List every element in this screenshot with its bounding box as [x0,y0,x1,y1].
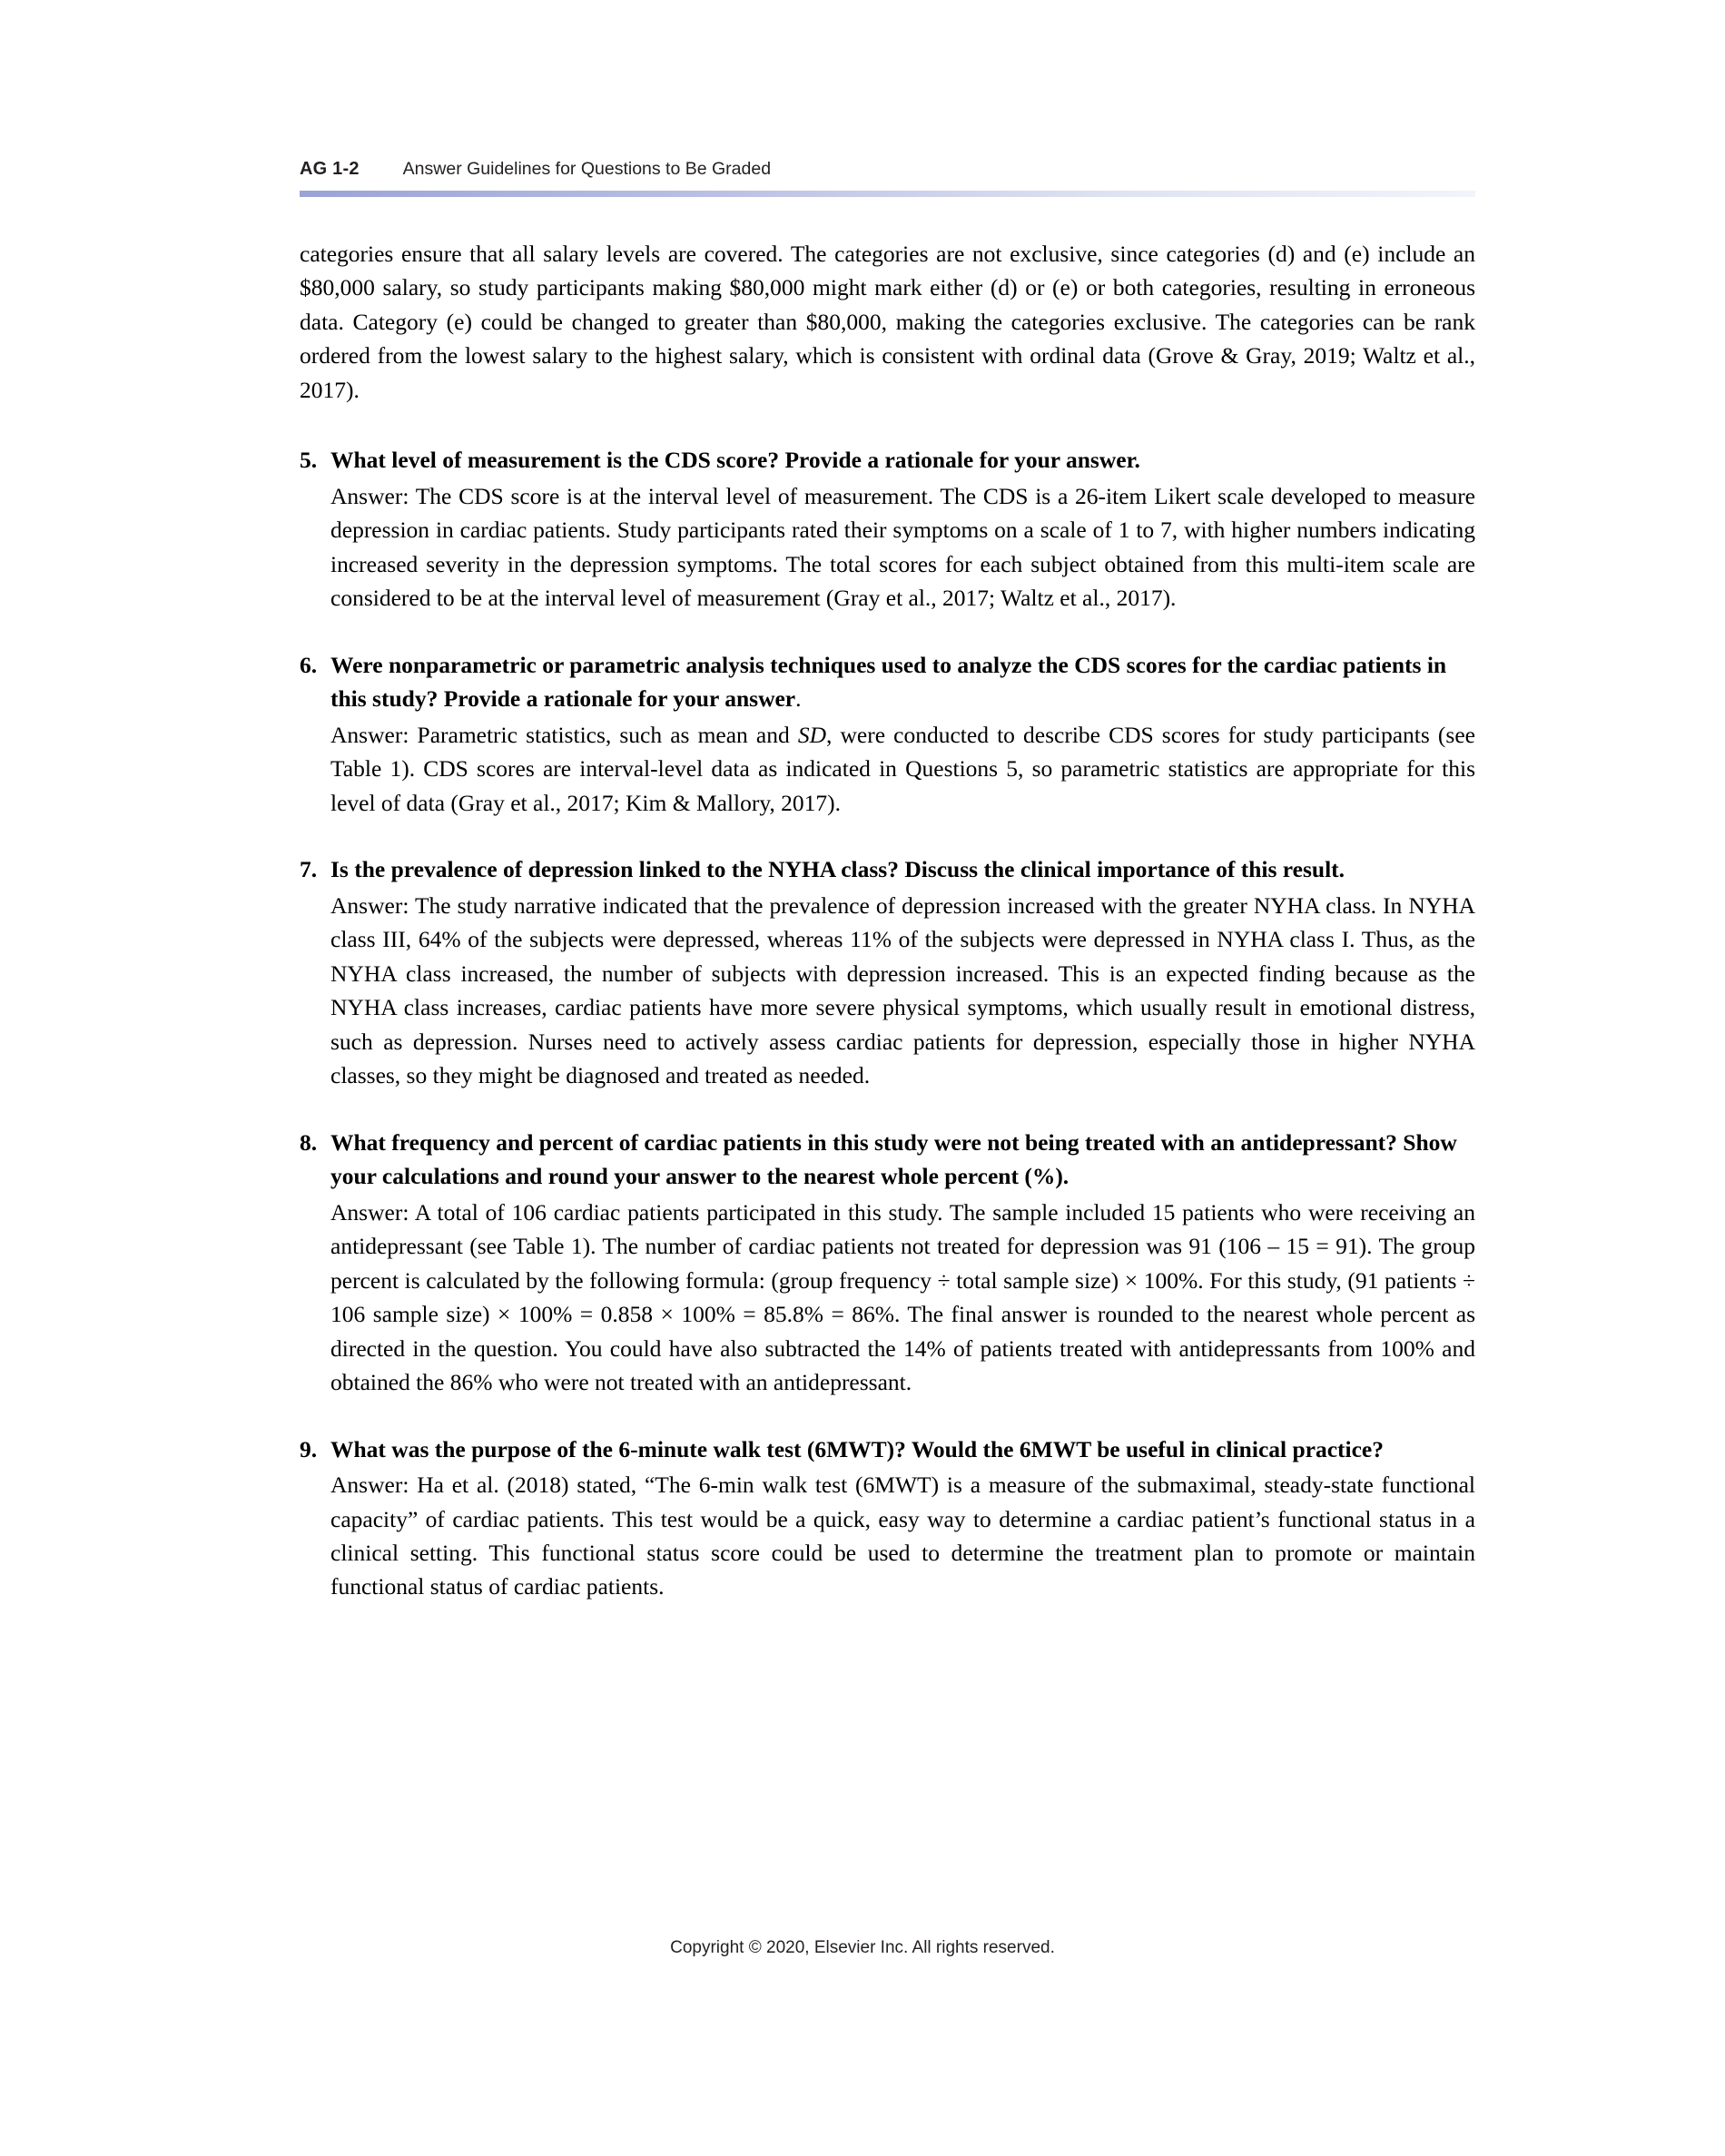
question-number: 6. [300,651,318,678]
answer-part-2: , were conducted to describe CDS scores for study participants (see Table 1). CDS scores are interval-level data as indicated in Questions 5, so parametric statistics are appropriate for this level of data (Gray et al., 2017; Kim & Mallory, 2017). [330,721,1475,816]
question-number: 9. [300,1435,318,1462]
question-number: 7. [300,856,318,883]
question-body [330,1432,1475,1604]
qa-item-8 [300,1126,1475,1400]
answer-part-1: Answer: Parametric statistics, such as mean and [330,721,798,748]
question-text: What level of measurement is the CDS score? Provide a rationale for your answer. [330,447,1140,474]
qa-item-7 [300,852,1475,1092]
qa-item-5 [300,443,1475,615]
intro-paragraph: categories ensure that all salary levels are covered. The categories are not exclusive, since categories (d) and (e) include an $80,000 salary, so study participants making $80,000 might mark either (d) or (e) or both categories, resulting in erroneous data. Category (e) could be changed to greater than $80,000, making the categories exclusive. The categories can be rank ordered from the lowest salary to the highest salary, which is consistent with ordinal data (Grove & Gray, 2019; Waltz et al., 2017). [300,241,1475,403]
page-content [300,159,1475,1637]
question-main: Were nonparametric or parametric analysis techniques used to analyze the CDS scores for the cardiac patients in this study? Provide a rationale for your answer [330,651,1447,713]
page-title: Answer Guidelines for Questions to Be Graded [402,159,772,179]
question-tail: . [795,685,802,713]
qa-item-6 [300,648,1475,820]
question-body [330,852,1475,1092]
answer-italic-term: SD [797,721,827,748]
question-body [330,648,1475,820]
question-text: What was the purpose of the 6-minute walk test (6MWT)? Would the 6MWT be useful in clinical practice? [330,1435,1385,1462]
question-body [330,443,1475,615]
copyright-footer: Copyright © 2020, Elsevier Inc. All rights reserved. [670,1938,1055,1957]
answer-text: Answer: The study narrative indicated that the prevalence of depression increased with the greater NYHA class. In NYHA class III, 64% of the subjects were depressed, whereas 11% of the subjects were depressed in NYHA class I. Thus, as the NYHA class increased, the number of subjects with depression increased. This is an expected finding because as the NYHA class increases, cardiac patients have more severe physical symptoms, which usually result in emotional distress, such as depression. Nurses need to actively assess cardiac patients for depression, especially those in higher NYHA classes, so they might be diagnosed and treated as needed. [330,891,1475,1089]
question-text [330,648,1475,716]
question-number: 5. [300,447,318,474]
answer-text: Answer: Ha et al. (2018) stated, “The 6-min walk test (6MWT) is a measure of the submaximal, steady-state functional capacity” of cardiac patients. This test would be a quick, easy way to determine a cardiac patient’s functional status in a clinical setting. This functional status score could be used to determine the treatment plan to promote or maintain functional status of cardiac patients. [330,1472,1475,1600]
question-text: Is the prevalence of depression linked to the NYHA class? Discuss the clinical importance of this result. [330,856,1346,883]
answer-text: Answer: The CDS score is at the interval level of measurement. The CDS is a 26-item Likert scale developed to measure depression in cardiac patients. Study participants rated their symptoms on a scale of 1 to 7, with higher numbers indicating increased severity in the depression symptoms. The total scores for each subject obtained from this multi-item scale are considered to be at the interval level of measurement (Gray et al., 2017; Waltz et al., 2017). [330,482,1475,612]
qa-item-9 [300,1432,1475,1604]
page-number-label: AG 1-2 [300,159,360,179]
running-head [300,159,1475,191]
question-text: What frequency and percent of cardiac patients in this study were not being treated with an antidepressant? Show your calculations and round your answer to the nearest whole percent (%). [330,1128,1457,1190]
header-divider [300,191,1475,197]
answer-text: Answer: A total of 106 cardiac patients participated in this study. The sample included 15 patients who were receiving an antidepressant (see Table 1). The number of cardiac patients not treated for depression was 91 (106 – 15 = 91). The group percent is calculated by the following formula: (group frequency ÷ total sample size) × 100%. For this study, (91 patients ÷ 106 sample size) × 100% = 0.858 × 100% = 85.8% = 86%. The final answer is rounded to the nearest whole percent as directed in the question. You could have also subtracted the 14% of patients treated with antidepressants from 100% and obtained the 86% who were not treated with an antidepressant. [330,1198,1475,1396]
question-body [330,1126,1475,1400]
answer-text [330,718,1475,820]
question-number: 8. [300,1128,318,1156]
